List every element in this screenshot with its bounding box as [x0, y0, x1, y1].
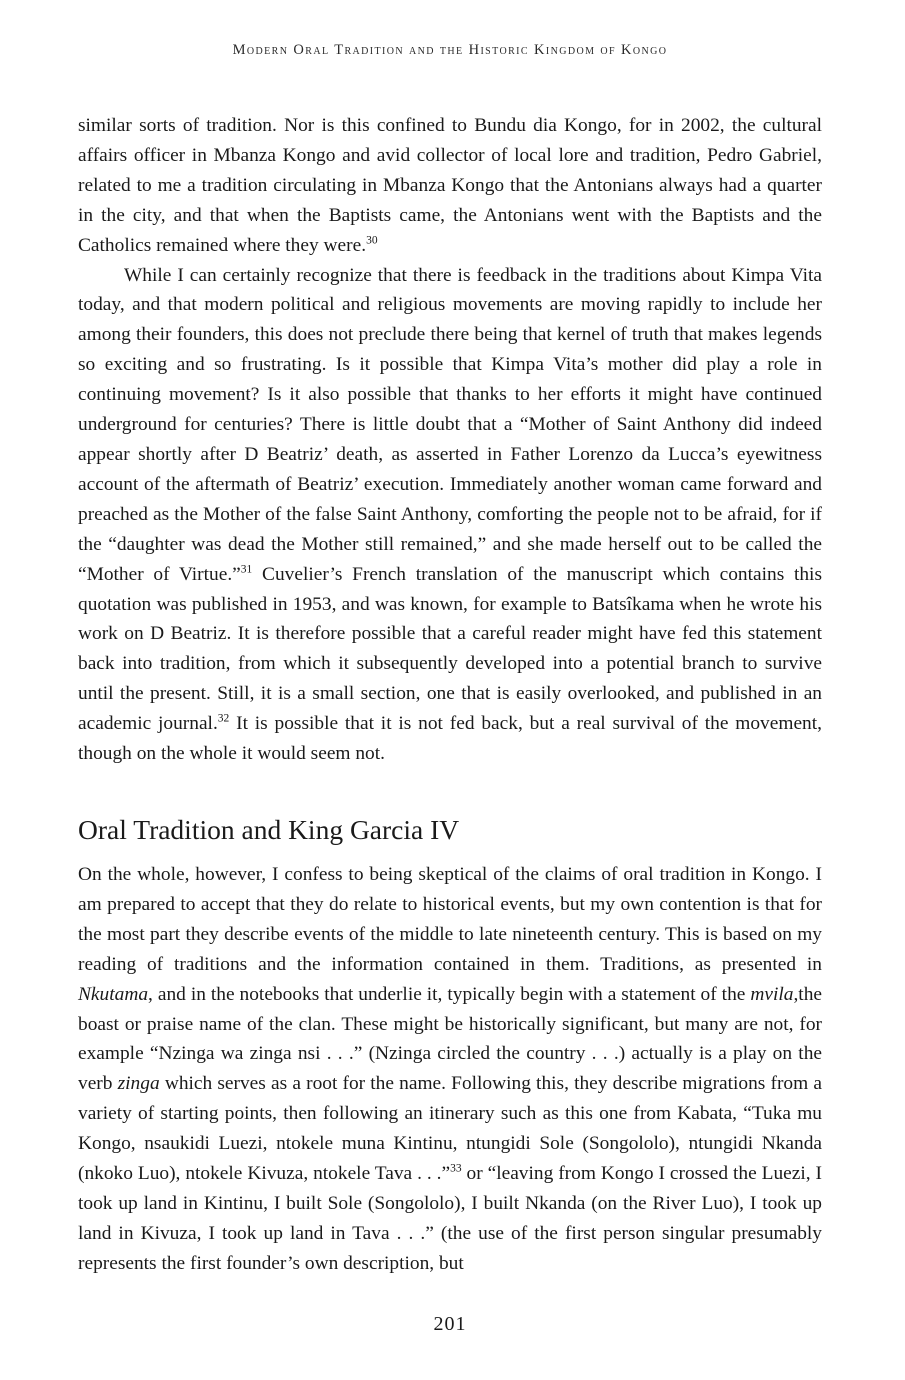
paragraph-2 — [78, 261, 822, 769]
footnote-ref-33: 33 — [450, 1162, 462, 1175]
paragraph-1-text: similar sorts of tradition. Nor is this confined to Bundu dia Kongo, for in 2002, the cultural affairs officer in Mbanza Kongo and avid collector of local lore and tradition, Pedro Gabriel, related to me a tradition circulating in Mbanza Kongo that the Antonians always had a quarter in the city, and that when the Baptists came, the Antonians went with the Baptists and the Catholics remained where they were. — [78, 115, 822, 256]
paragraph-2-text-c: It is possible that it is not fed back, but a real survival of the movement, though on the whole it would seem not. — [78, 713, 822, 765]
footnote-ref-30: 30 — [366, 234, 378, 247]
paragraph-3-text-e: or “leaving from Kongo I crossed the Luezi, I took up land in Kintinu, I built Sole (Songololo), I built Nkanda (on the River Luo), I took up land in Kivuza, I took up land in Tava . . .” (the use of the first person singular presumably represents the first founder’s own description, but — [78, 1163, 822, 1274]
paragraph-3-text-d: which serves as a root for the name. Following this, they describe migrations from a variety of starting points, then following an itinerary such as this one from Kabata, “Tuka mu Kongo, nsaukidi Luezi, ntokele muna Kintinu, ntungidi Sole (Songololo), ntungidi Nkanda (nkoko Luo), ntokele Kivuza, ntokele Tava . . .” — [78, 1073, 822, 1185]
paragraph-2-text-b: Cuvelier’s French translation of the manuscript which contains this quotation was published in 1953, and was known, for example to Batsîkama when he wrote his work on D Beatriz. It is therefore possible that a careful reader might have fed this statement back into tradition, from which it subsequently developed into a potential branch to survive until the present. Still, it is a small section, one that is easily overlooked, and published in an academic journal. — [78, 563, 822, 735]
footnote-ref-31: 31 — [240, 563, 253, 576]
paragraph-3-text-b: , and in the notebooks that underlie it, typically begin with a statement of the — [148, 983, 751, 1005]
term-nkutama: Nkutama — [78, 983, 149, 1005]
term-zinga: zinga — [117, 1073, 160, 1095]
section-heading: Oral Tradition and King Garcia IV — [78, 814, 460, 845]
paragraph-3-text-a: On the whole, however, I confess to being skeptical of the claims of oral tradition in Kongo. I am prepared to accept that they do relate to historical events, but my own contention is that for the most part they describe events of the middle to late nineteenth century. This is based on my reading of traditions and the information contained in them. Traditions, as presented in — [78, 864, 822, 975]
paragraph-2-text-a: While I can certainly recognize that there is feedback in the traditions about Kimpa Vita today, and that modern political and religious movements are moving rapidly to include her among their founders, this does not preclude there being that kernel of truth that makes legends so exciting and so frustrating. Is it possible that Kimpa Vita’s mother did play a role in continuing movement? Is it also possible that thanks to her efforts it might have continued underground for centuries? There is little doubt that a “Mother of Saint Anthony did indeed appear shortly after D Beatriz’ death, as asserted in Father Lorenzo da Lucca’s eyewitness account of the aftermath of Beatriz’ execution. Immediately another woman came forward and preached as the Mother of the false Saint Anthony, comforting the people not to be afraid, for if the “daughter was dead the Mother still remained,” and she made herself out to be called the “Mother of Virtue.” — [78, 264, 822, 585]
page-number: 201 — [433, 1313, 467, 1335]
footnote-ref-32: 32 — [217, 712, 230, 725]
text-block-upper — [78, 111, 822, 769]
term-mvila: mvila — [750, 983, 794, 1005]
running-head: Modern Oral Tradition and the Historic Kingdom of Kongo — [232, 42, 668, 58]
text-block-lower — [78, 860, 822, 1279]
paragraph-3 — [78, 860, 822, 1279]
paragraph-3-text-c: ,the boast or praise name of the clan. These might be historically significant, but many are not, for example “Nzinga wa zinga nsi . . .” (Nzinga circled the country . . .) actually is a play on the verb — [78, 983, 822, 1095]
paragraph-1 — [78, 111, 822, 261]
